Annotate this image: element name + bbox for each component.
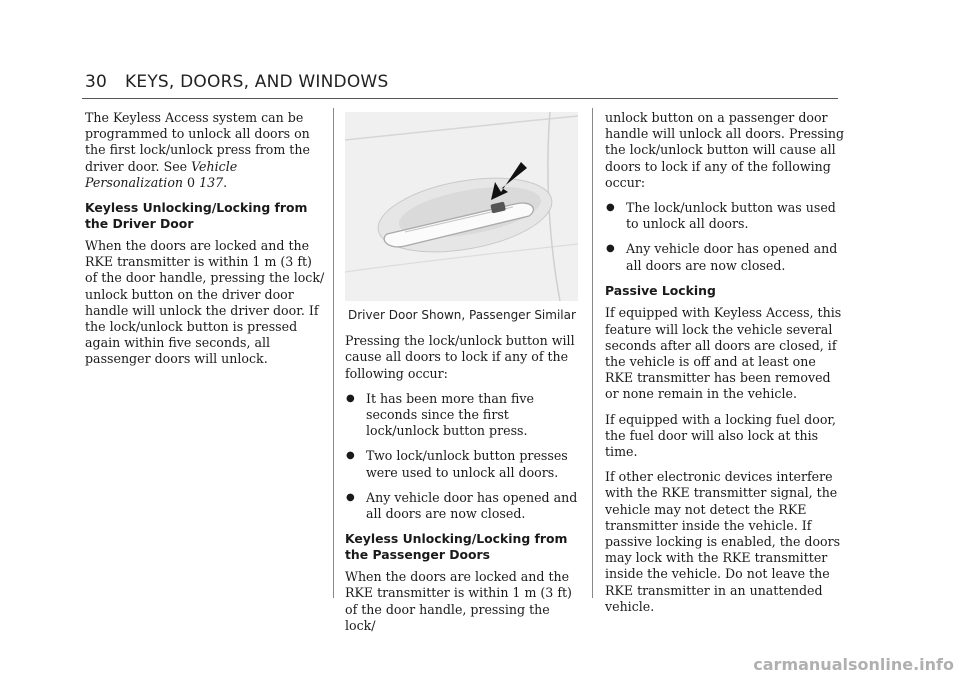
paragraph bbox=[85, 110, 325, 191]
page-header bbox=[85, 72, 406, 92]
section-heading: Passive Locking bbox=[605, 282, 716, 298]
paragraph: Pressing the lock/unlock button will cause all doors to lock if any of the following occur: bbox=[345, 333, 575, 381]
list-item bbox=[345, 448, 580, 480]
section-title: KEYS, DOORS, AND WINDOWS bbox=[125, 72, 389, 92]
cross-reference-link[interactable]: Vehicle Personalization bbox=[85, 158, 238, 190]
list-item-text: The lock/unlock button was used to unlock all doors. bbox=[626, 200, 836, 232]
bullet-icon: ● bbox=[606, 202, 615, 214]
paragraph: When the doors are locked and the RKE transmitter is within 1 m (3 ft) of the door handle, pressing the lock/ unlock button on the driver door handle will unlock the driver door. If the lock/unlock button is pressed again within five seconds, all passenger doors will unlock. bbox=[85, 238, 325, 367]
bullet-icon: ● bbox=[346, 491, 355, 503]
bullet-icon: ● bbox=[606, 243, 615, 255]
cross-reference-page[interactable]: 137 bbox=[199, 174, 224, 190]
list-item-text: It has been more than five seconds since the first lock/unlock button press. bbox=[366, 390, 534, 439]
paragraph-text: The Keyless Access system can be programmed to unlock all doors on the first lock/unlock press from the driver door. See bbox=[85, 110, 310, 174]
watermark: carmanualsonline.info bbox=[753, 655, 954, 674]
page-number: 30 bbox=[85, 72, 108, 92]
list-item-text: Two lock/unlock button presses were used to unlock all doors. bbox=[366, 448, 568, 480]
paragraph: unlock button on a passenger door handle will unlock all doors. Pressing the lock/unlock button will cause all doors to lock if any of the following occur: bbox=[605, 110, 845, 190]
column-3 bbox=[605, 110, 845, 624]
column-1 bbox=[85, 110, 325, 377]
paragraph: If equipped with a locking fuel door, the fuel door will also lock at this time. bbox=[605, 411, 837, 459]
paragraph: When the doors are locked and the RKE transmitter is within 1 m (3 ft) of the door handle, pressing the lock/ bbox=[345, 569, 572, 633]
list-item bbox=[345, 490, 580, 522]
bullet-icon: ● bbox=[346, 450, 355, 462]
paragraph: If equipped with Keyless Access, this feature will lock the vehicle several seconds after all doors are closed, if the vehicle is off and at least one RKE transmitter has been removed or none remain in the vehicle. bbox=[605, 305, 842, 402]
figure-caption: Driver Door Shown, Passenger Similar bbox=[348, 308, 576, 322]
column-divider bbox=[333, 108, 334, 598]
door-handle-illustration bbox=[345, 112, 578, 301]
section-heading: Keyless Unlocking/Locking from the Passenger Doors bbox=[345, 531, 568, 562]
list-item bbox=[605, 241, 845, 273]
door-handle-figure bbox=[345, 112, 578, 301]
bullet-icon: ● bbox=[346, 392, 355, 404]
column-divider bbox=[592, 108, 593, 598]
paragraph: If other electronic devices interfere with the RKE transmitter signal, the vehicle may not detect the RKE transmitter inside the vehicle. If passive locking is enabled, the doors may lock with the RKE transmitter inside the vehicle. Do not leave the RKE transmitter in an unattended vehicle. bbox=[605, 469, 841, 614]
header-rule bbox=[82, 98, 838, 99]
list-item bbox=[605, 200, 845, 232]
list-item-text: Any vehicle door has opened and all doors are now closed. bbox=[626, 241, 838, 273]
list-item-text: Any vehicle door has opened and all doors are now closed. bbox=[366, 489, 578, 522]
list-item bbox=[345, 391, 580, 440]
page-arrow-icon: 0 bbox=[187, 174, 196, 190]
section-heading: Keyless Unlocking/Locking from the Driver Door bbox=[85, 200, 308, 231]
column-2 bbox=[345, 110, 580, 643]
paragraph-text: . bbox=[223, 174, 228, 190]
